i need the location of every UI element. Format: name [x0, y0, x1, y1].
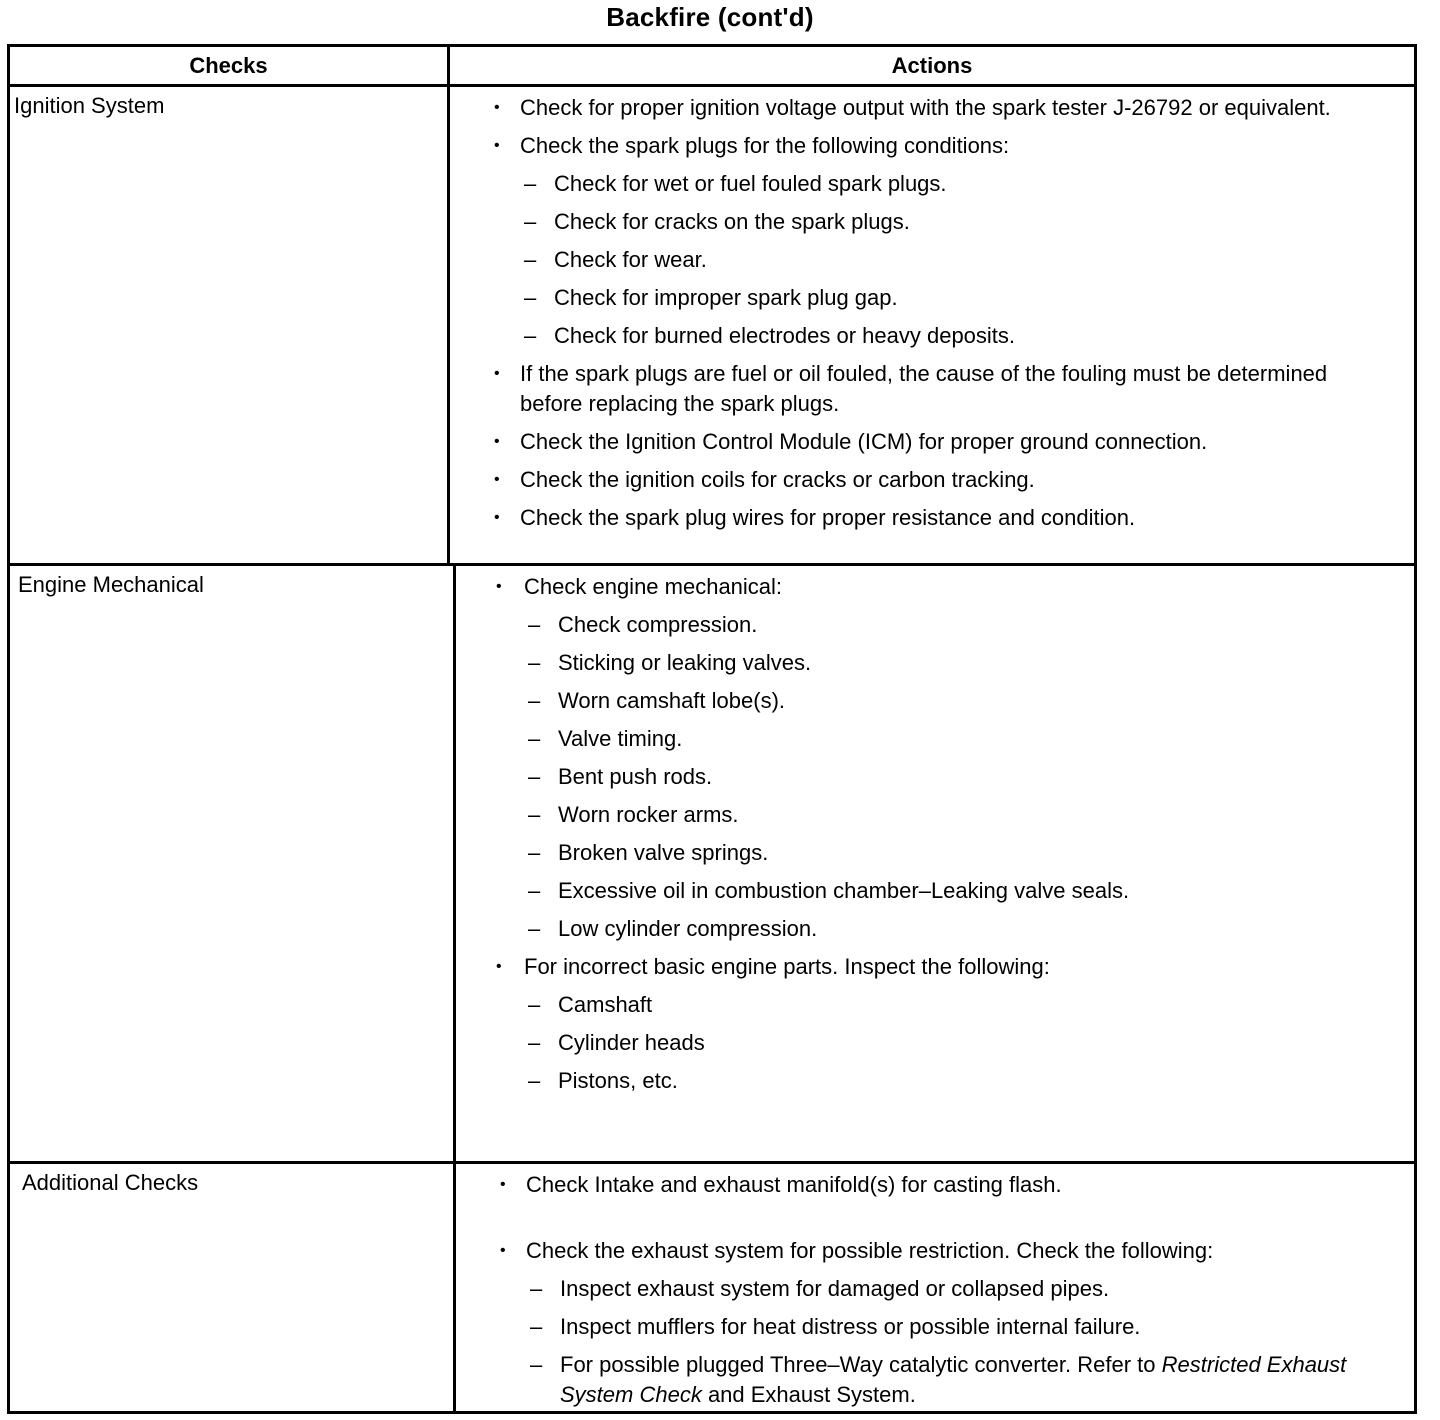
action-item: • Check the spark plug wires for proper resistance and condition.: [450, 503, 1414, 533]
action-item: • Check engine mechanical: – Check compression. – Sticking or leaking valves. – Worn camshaft lobe(s). – Valve timing. – Bent push rods. – Worn rocker arms. – Broken valve springs. – Excessive oil in combustion chamber–Leaking valve seals. – Low cylinder compression.: [456, 572, 1414, 944]
sub-action-item: – Camshaft: [524, 990, 1374, 1020]
action-item: • For incorrect basic engine parts. Inspect the following: – Camshaft – Cylinder heads – Pistons, etc.: [456, 952, 1414, 1096]
action-item: • Check the exhaust system for possible restriction. Check the following: – Inspect exhaust system for damaged or collapsed pipes. – Inspect mufflers for heat distress or possible internal failure. – For possible plugged Three–Way catalytic converter. Refer to Restricted Exhaust System Check and Exhaust System.: [456, 1236, 1414, 1410]
sub-action-item: – Excessive oil in combustion chamber–Leaking valve seals.: [524, 876, 1374, 906]
sub-action-item: – Pistons, etc.: [524, 1066, 1374, 1096]
sub-action-item: – Sticking or leaking valves.: [524, 648, 1374, 678]
sub-action-item: – Check for wear.: [520, 245, 1374, 275]
sub-action-item: – Check for wet or fuel fouled spark plugs.: [520, 169, 1374, 199]
actions-cell: [450, 87, 1414, 563]
action-item: • Check the Ignition Control Module (ICM) for proper ground connection.: [450, 427, 1414, 457]
table-row-additional-checks: [10, 1161, 1414, 1411]
check-cell: Ignition System: [10, 87, 450, 563]
table-row-engine-mechanical: [10, 563, 1414, 1161]
table-row-ignition-system: [10, 87, 1414, 563]
reference-link-text: Restricted Exhaust System Check: [560, 1352, 1347, 1407]
actions-cell: [456, 566, 1414, 1161]
action-item: • Check the ignition coils for cracks or carbon tracking.: [450, 465, 1414, 495]
sub-action-item: – Valve timing.: [524, 724, 1374, 754]
actions-cell: [456, 1164, 1414, 1411]
sub-action-item: – Worn rocker arms.: [524, 800, 1374, 830]
sub-action-item: – Bent push rods.: [524, 762, 1374, 792]
sub-action-item: – Check for burned electrodes or heavy deposits.: [520, 321, 1374, 351]
checks-actions-table: [7, 44, 1417, 1414]
sub-action-item: – Inspect mufflers for heat distress or possible internal failure.: [526, 1312, 1374, 1342]
action-item: • Check for proper ignition voltage output with the spark tester J-26792 or equivalent.: [450, 93, 1414, 123]
sub-action-item: – Inspect exhaust system for damaged or collapsed pipes.: [526, 1274, 1374, 1304]
sub-action-item: – Broken valve springs.: [524, 838, 1374, 868]
sub-action-item: – Check compression.: [524, 610, 1374, 640]
action-item: • Check the spark plugs for the following conditions: – Check for wet or fuel fouled spark plugs. – Check for cracks on the spark plugs. – Check for wear. – Check for improper spark plug gap. – Check for burned electrodes or heavy deposits.: [450, 131, 1414, 351]
check-cell: Engine Mechanical: [10, 566, 456, 1161]
sub-action-item: – Cylinder heads: [524, 1028, 1374, 1058]
action-item: • Check Intake and exhaust manifold(s) for casting flash.: [456, 1170, 1414, 1200]
sub-action-item: – Check for cracks on the spark plugs.: [520, 207, 1374, 237]
sub-action-item: – Worn camshaft lobe(s).: [524, 686, 1374, 716]
column-header-checks: Checks: [10, 47, 450, 87]
page-title: Backfire (cont'd): [606, 2, 814, 32]
sub-action-item: – Check for improper spark plug gap.: [520, 283, 1374, 313]
sub-action-item: – Low cylinder compression.: [524, 914, 1374, 944]
column-header-actions: Actions: [450, 47, 1414, 87]
sub-action-item: – For possible plugged Three–Way catalytic converter. Refer to Restricted Exhaust System Check and Exhaust System.: [526, 1350, 1374, 1410]
check-cell: Additional Checks: [10, 1164, 456, 1411]
action-item: • If the spark plugs are fuel or oil fouled, the cause of the fouling must be determined before replacing the spark plugs.: [450, 359, 1414, 419]
